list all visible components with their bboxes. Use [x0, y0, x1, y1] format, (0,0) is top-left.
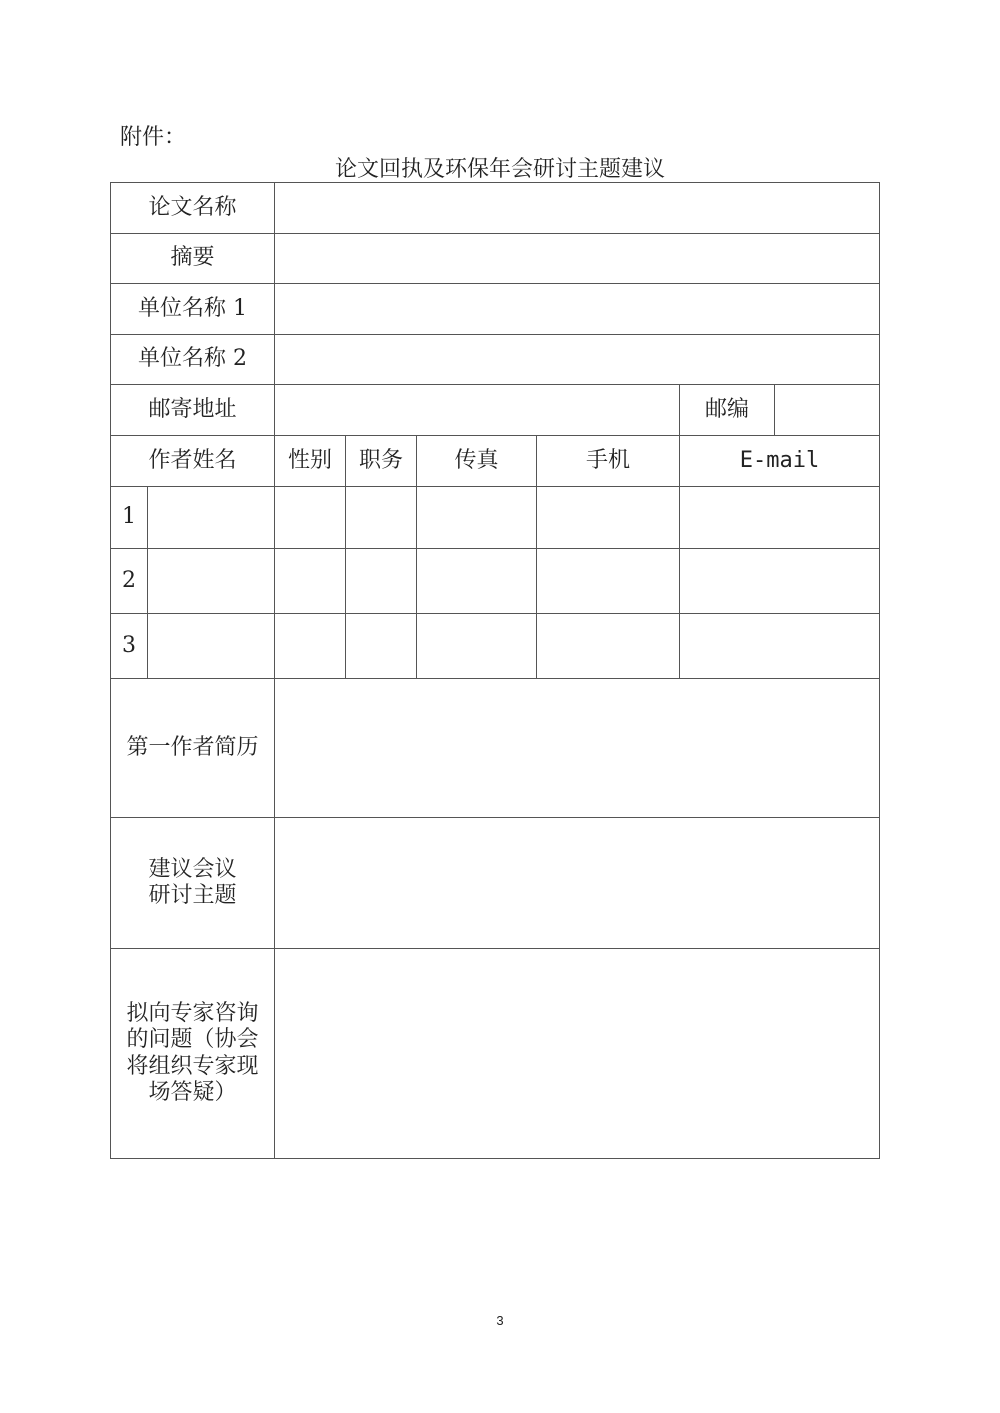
- questions-label: [111, 949, 275, 1159]
- questions-label-line: 的问题（协会: [126, 1027, 259, 1053]
- author-row-number: 2: [111, 549, 148, 614]
- position-cell[interactable]: [346, 614, 417, 679]
- topic-label-line: 研讨主题: [148, 883, 237, 908]
- row-bio: [111, 679, 880, 818]
- row-org1: [111, 284, 880, 335]
- address-label: 邮寄地址: [111, 385, 275, 436]
- mobile-cell[interactable]: [537, 549, 680, 614]
- org1-field[interactable]: [275, 284, 880, 335]
- bio-label: 第一作者简历: [111, 679, 275, 818]
- abstract-label: 摘要: [111, 234, 275, 284]
- email-header: E-mail: [680, 436, 880, 487]
- org2-label: 单位名称 2: [111, 335, 275, 385]
- author-name-header: 作者姓名: [111, 436, 275, 487]
- author-row-1: [111, 487, 880, 549]
- author-name-cell[interactable]: [148, 614, 275, 679]
- attachment-label: 附件：: [120, 125, 187, 150]
- receipt-form-table: [110, 182, 880, 1159]
- questions-label-line: 将组织专家现: [126, 1053, 259, 1079]
- author-name-cell[interactable]: [148, 549, 275, 614]
- page-number: 3: [496, 1313, 504, 1328]
- mobile-header: 手机: [537, 436, 680, 487]
- email-cell[interactable]: [680, 614, 880, 679]
- author-row-2: [111, 549, 880, 614]
- position-cell[interactable]: [346, 487, 417, 549]
- abstract-field[interactable]: [275, 234, 880, 284]
- gender-cell[interactable]: [275, 549, 346, 614]
- gender-cell[interactable]: [275, 487, 346, 549]
- questions-label-line: 场答疑）: [148, 1079, 237, 1105]
- author-row-3: [111, 614, 880, 679]
- mobile-cell[interactable]: [537, 614, 680, 679]
- fax-cell[interactable]: [417, 614, 537, 679]
- email-cell[interactable]: [680, 549, 880, 614]
- paper-name-label: 论文名称: [111, 183, 275, 234]
- address-field[interactable]: [275, 385, 680, 436]
- row-questions: [111, 949, 880, 1159]
- form-title: 论文回执及环保年会研讨主题建议: [334, 157, 665, 182]
- postcode-field[interactable]: [775, 385, 880, 436]
- questions-label-line: 拟向专家咨询: [126, 1000, 259, 1026]
- row-org2: [111, 335, 880, 385]
- org1-label: 单位名称 1: [111, 284, 275, 335]
- author-row-number: 1: [111, 487, 148, 549]
- row-address: [111, 385, 880, 436]
- row-abstract: [111, 234, 880, 284]
- topic-label-line: 建议会议: [148, 856, 237, 882]
- topic-label: [111, 818, 275, 949]
- topic-field[interactable]: [275, 818, 880, 949]
- gender-cell[interactable]: [275, 614, 346, 679]
- bio-field[interactable]: [275, 679, 880, 818]
- row-paper-name: [111, 183, 880, 234]
- fax-header: 传真: [417, 436, 537, 487]
- author-name-cell[interactable]: [148, 487, 275, 549]
- postcode-label: 邮编: [680, 385, 775, 436]
- author-row-number: 3: [111, 614, 148, 679]
- row-topic: [111, 818, 880, 949]
- email-cell[interactable]: [680, 487, 880, 549]
- fax-cell[interactable]: [417, 549, 537, 614]
- position-cell[interactable]: [346, 549, 417, 614]
- gender-header: 性别: [275, 436, 346, 487]
- questions-field[interactable]: [275, 949, 880, 1159]
- paper-name-field[interactable]: [275, 183, 880, 234]
- org2-field[interactable]: [275, 335, 880, 385]
- position-header: 职务: [346, 436, 417, 487]
- mobile-cell[interactable]: [537, 487, 680, 549]
- fax-cell[interactable]: [417, 487, 537, 549]
- row-author-header: [111, 436, 880, 487]
